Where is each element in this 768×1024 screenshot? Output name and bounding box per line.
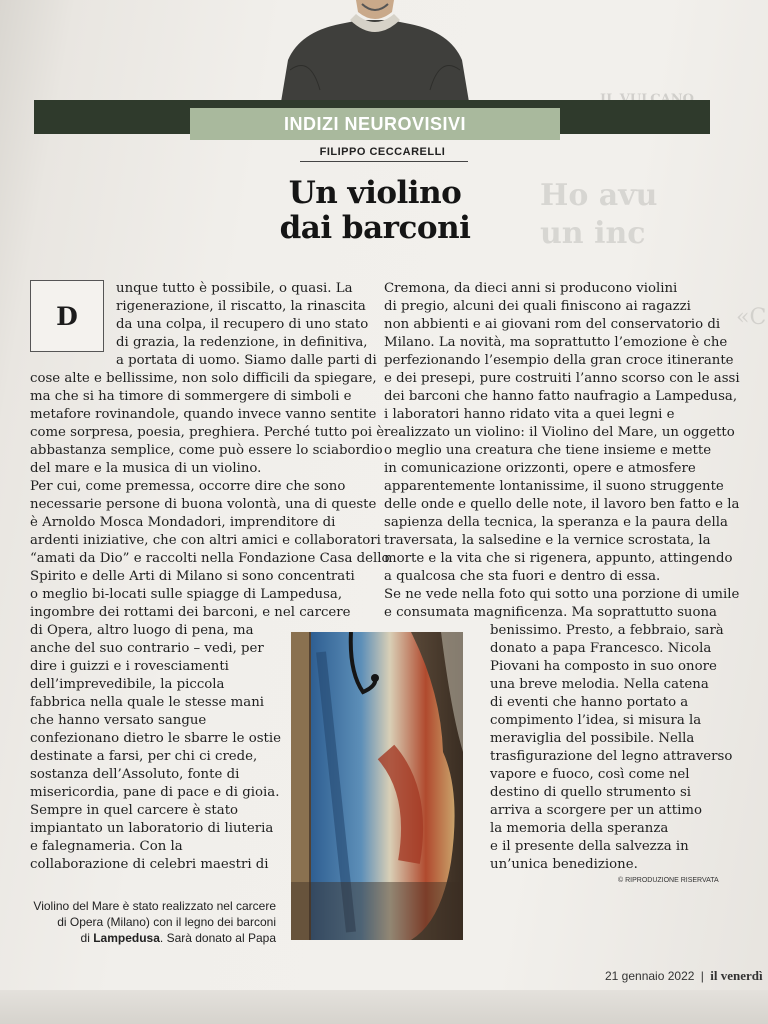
text-line: o meglio una creatura che tiene insieme e mette <box>384 443 712 458</box>
text-line: ma che si ha timore di sommergere di simboli e <box>30 389 352 404</box>
text-line: di pregio, alcuni dei quali finiscono ai ragazzi <box>384 299 691 314</box>
text-line: che hanno versato sangue <box>30 713 207 728</box>
text-line: una breve melodia. Nella catena <box>490 677 709 692</box>
text-line: destino di quello strumento si <box>490 785 692 800</box>
text-line: compimento l’idea, si misura la <box>490 713 702 728</box>
text-line: i laboratori hanno ridato vita a quei legni e <box>384 407 675 422</box>
text-line: confezionano dietro le sbarre le ostie <box>30 731 281 746</box>
footer-separator: | <box>700 969 704 983</box>
title-line-2: dai barconi <box>279 210 471 246</box>
text-line: Piovani ha composto in suo onore <box>490 659 717 674</box>
text-line: sostanza dell’Assoluto, fonte di <box>30 767 240 782</box>
text-line: a portata di uomo. Siamo dalle parti di <box>116 353 377 368</box>
text-line: dire i guizzi e i rovesciamenti <box>30 659 229 674</box>
section-title: INDIZI NEUROVISIVI <box>190 108 560 140</box>
drop-cap: D <box>30 280 104 352</box>
text-line: di grazia, la redenzione, in definitiva, <box>116 335 368 350</box>
bleed-text: Ho avu <box>540 178 658 213</box>
text-line: la memoria della speranza <box>490 821 669 836</box>
text-line: Per cui, come premessa, occorre dire che sono <box>30 479 346 494</box>
text-line: rigenerazione, il riscatto, la rinascita <box>116 299 366 314</box>
page-edge <box>0 990 768 1024</box>
text-line: fabbrica nella quale le stesse mani <box>30 695 265 710</box>
text-line: Spirito e delle Arti di Milano si sono concentrati <box>30 569 355 584</box>
text-line: metafore rovinandole, quando invece vanno sentite <box>30 407 377 422</box>
author-name: FILIPPO CECCARELLI <box>319 146 446 158</box>
magazine-name: il venerdì <box>710 968 763 983</box>
photo-caption-line: di Opera (Milano) con il legno dei barconi <box>57 915 276 929</box>
text-line: Se ne vede nella foto qui sotto una porzione di umile <box>384 587 740 602</box>
text-line: ardenti iniziative, che con altri amici e collaboratori <box>30 533 381 548</box>
text-line: del mare e la musica di un violino. <box>30 461 262 476</box>
text-line: perfezionando l’esempio della gran croce itinerante <box>384 353 734 368</box>
text-line: è Arnoldo Mosca Mondadori, imprenditore di <box>30 515 336 530</box>
author-rule <box>300 161 468 162</box>
photo-caption-line <box>0 930 276 946</box>
text-line: o meglio bi-locati sulle spiagge di Lampedusa, <box>30 587 343 602</box>
caption-prefix: di <box>80 931 94 945</box>
bleed-text: «C <box>736 305 767 330</box>
text-line: anche del suo contrario – vedi, per <box>30 641 264 656</box>
issue-date: 21 gennaio 2022 <box>605 969 695 983</box>
text-line: ingombre dei rottami dei barconi, e nel carcere <box>30 605 351 620</box>
text-line: a qualcosa che sta fuori e dentro di essa. <box>384 569 661 584</box>
text-line: e falegnameria. Con la <box>30 839 183 854</box>
text-line: dell’imprevedibile, la piccola <box>30 677 225 692</box>
text-line: non abbienti e ai giovani rom del conservatorio di <box>384 317 721 332</box>
bleed-text: un inc <box>540 216 646 251</box>
text-line: morte e la vita che si rigenera, appunto, attingendo <box>384 551 733 566</box>
photo-caption-line: Violino del Mare è stato realizzato nel carcere <box>33 899 276 913</box>
text-line: realizzato un violino: il Violino del Mare, un oggetto <box>384 425 735 440</box>
text-line: Milano. La novità, ma soprattutto l’emozione è che <box>384 335 728 350</box>
text-line: destinate a farsi, per chi ci crede, <box>30 749 258 764</box>
text-line: “amati da Dio” e raccolti nella Fondazione Casa dello <box>30 551 390 566</box>
text-line: traversata, la salsedine e la vernice scrostata, la <box>384 533 711 548</box>
text-line: da una colpa, il recupero di uno stato <box>116 317 369 332</box>
text-line: e il presente della salvezza in <box>490 839 689 854</box>
text-line: delle onde e quello delle note, il lavoro ben fatto e la <box>384 497 740 512</box>
title-line-1: Un violino <box>288 175 462 211</box>
text-line: Cremona, da dieci anni si producono violini <box>384 281 678 296</box>
text-line: necessarie persone di buona volontà, una di queste <box>30 497 377 512</box>
text-line: benissimo. Presto, a febbraio, sarà <box>490 623 724 638</box>
text-line: come sorpresa, poesia, preghiera. Perché tutto poi è <box>30 425 385 440</box>
text-line: Sempre in quel carcere è stato <box>30 803 239 818</box>
text-line: unque tutto è possibile, o quasi. La <box>116 281 353 296</box>
text-line: meraviglia del possibile. Nella <box>490 731 695 746</box>
text-line: impiantato un laboratorio di liuteria <box>30 821 274 836</box>
text-line: vapore e fuoco, così come nel <box>490 767 690 782</box>
text-line: di eventi che hanno portato a <box>490 695 689 710</box>
page-footer <box>605 968 763 984</box>
text-line: abbastanza semplice, come può essere lo sciabordio <box>30 443 383 458</box>
text-line: donato a papa Francesco. Nicola <box>490 641 712 656</box>
text-line: collaborazione di celebri maestri di <box>30 857 269 872</box>
violin-photo <box>291 632 463 940</box>
text-line: e dei presepi, pure costruiti l’anno scorso con le assi <box>384 371 740 386</box>
text-line: misericordia, pane di pace e di gioia. <box>30 785 280 800</box>
article-title <box>230 176 520 246</box>
text-line: apparentemente lontanissime, il suono struggente <box>384 479 724 494</box>
text-line: cose alte e bellissime, non solo difficili da spiegare, <box>30 371 377 386</box>
text-line: sapienza della tecnica, la speranza e la paura della <box>384 515 728 530</box>
text-line: arriva a scorgere per un attimo <box>490 803 702 818</box>
text-line: dei barconi che hanno fatto naufragio a Lampedusa, <box>384 389 738 404</box>
text-line: e consumata magnificenza. Ma soprattutto suona <box>384 605 717 620</box>
text-line: trasfigurazione del legno attraverso <box>490 749 733 764</box>
caption-suffix: . Sarà donato al Papa <box>159 931 276 945</box>
caption-bold: Lampedusa <box>93 931 160 945</box>
text-line: un’unica benedizione. <box>490 857 638 872</box>
text-line: in comunicazione orizzonti, opere e atmosfere <box>384 461 696 476</box>
text-line: di Opera, altro luogo di pena, ma <box>30 623 254 638</box>
copyright-note: © RIPRODUZIONE RISERVATA <box>618 877 719 884</box>
author-illustration <box>280 0 470 108</box>
